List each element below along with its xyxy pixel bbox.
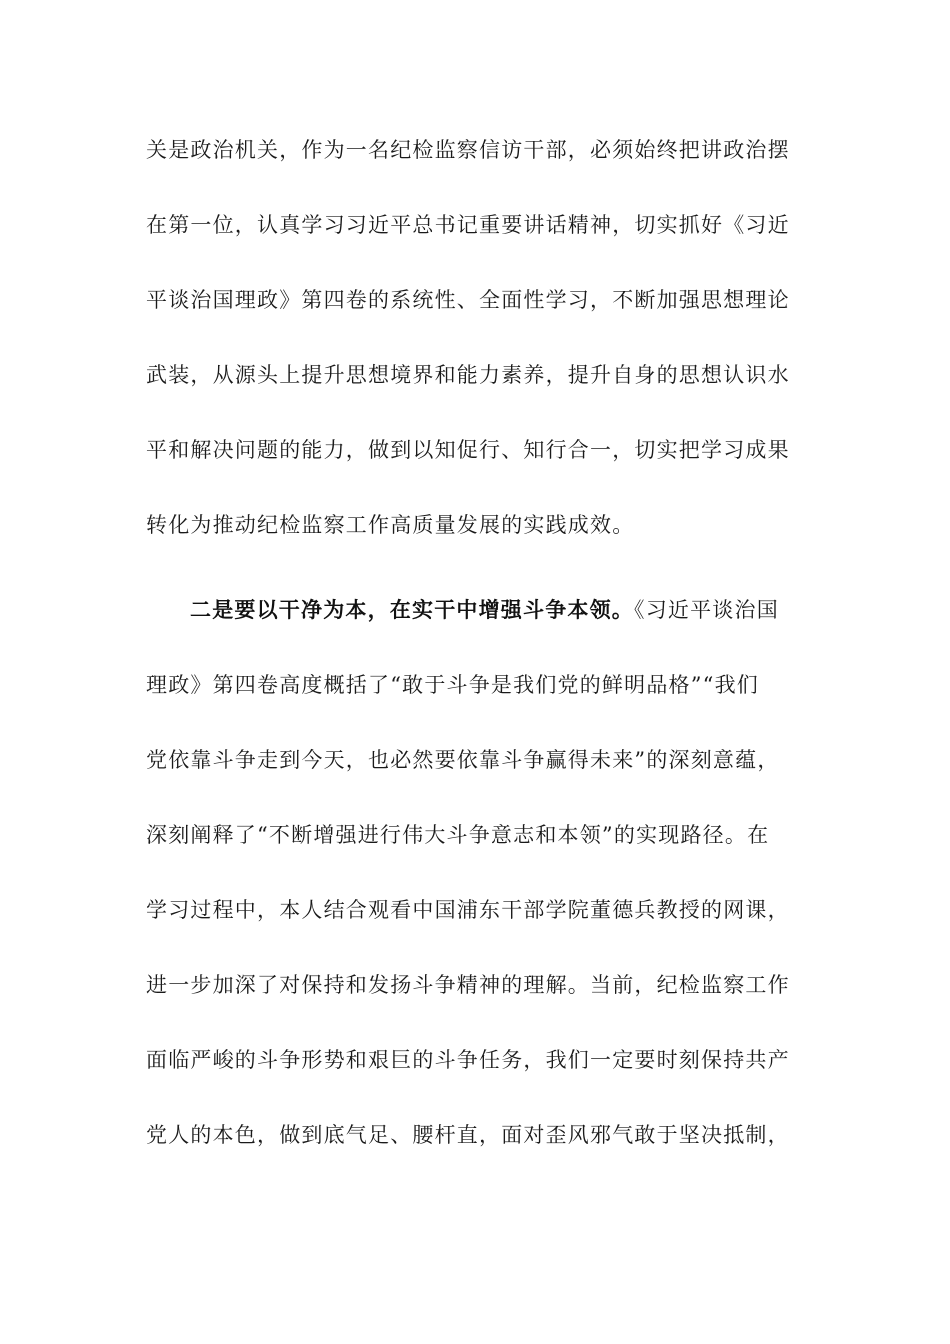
paragraph-2-line-4: 深刻阐释了“不断增强进行伟大斗争意志和本领”的实现路径。在 [146,823,770,847]
paragraph-1-line-2: 在第一位，认真学习习近平总书记重要讲话精神，切实抓好《习近 [146,213,790,237]
paragraph-2-first-line [190,596,796,624]
paragraph-2-line-8: 党人的本色，做到底气足、腰杆直，面对歪风邪气敢于坚决抵制， [146,1123,790,1147]
paragraph-2-line-6: 进一步加深了对保持和发扬斗争精神的理解。当前，纪检监察工作 [146,973,790,997]
paragraph-2-first-line-rest: 《习近平谈治国 [634,598,779,622]
paragraph-2-line-7: 面临严峻的斗争形势和艰巨的斗争任务，我们一定要时刻保持共产 [146,1048,790,1072]
paragraph-1-line-1: 关是政治机关，作为一名纪检监察信访干部，必须始终把讲政治摆 [146,138,790,162]
paragraph-2-line-2: 理政》第四卷高度概括了“敢于斗争是我们党的鲜明品格”“我们 [146,673,760,697]
paragraph-2-line-5: 学习过程中，本人结合观看中国浦东干部学院董德兵教授的网课， [146,898,790,922]
paragraph-2-heading: 二是要以干净为本，在实干中增强斗争本领。 [190,597,634,622]
paragraph-1-line-4: 武装，从源头上提升思想境界和能力素养，提升自身的思想认识水 [146,363,790,387]
paragraph-1-line-6: 转化为推动纪检监察工作高质量发展的实践成效。 [146,513,635,537]
paragraph-1-line-5: 平和解决问题的能力，做到以知促行、知行合一，切实把学习成果 [146,438,790,462]
paragraph-1-line-3: 平谈治国理政》第四卷的系统性、全面性学习，不断加强思想理论 [146,288,790,312]
paragraph-2-line-3: 党依靠斗争走到今天，也必然要依靠斗争赢得未来”的深刻意蕴， [146,748,780,772]
